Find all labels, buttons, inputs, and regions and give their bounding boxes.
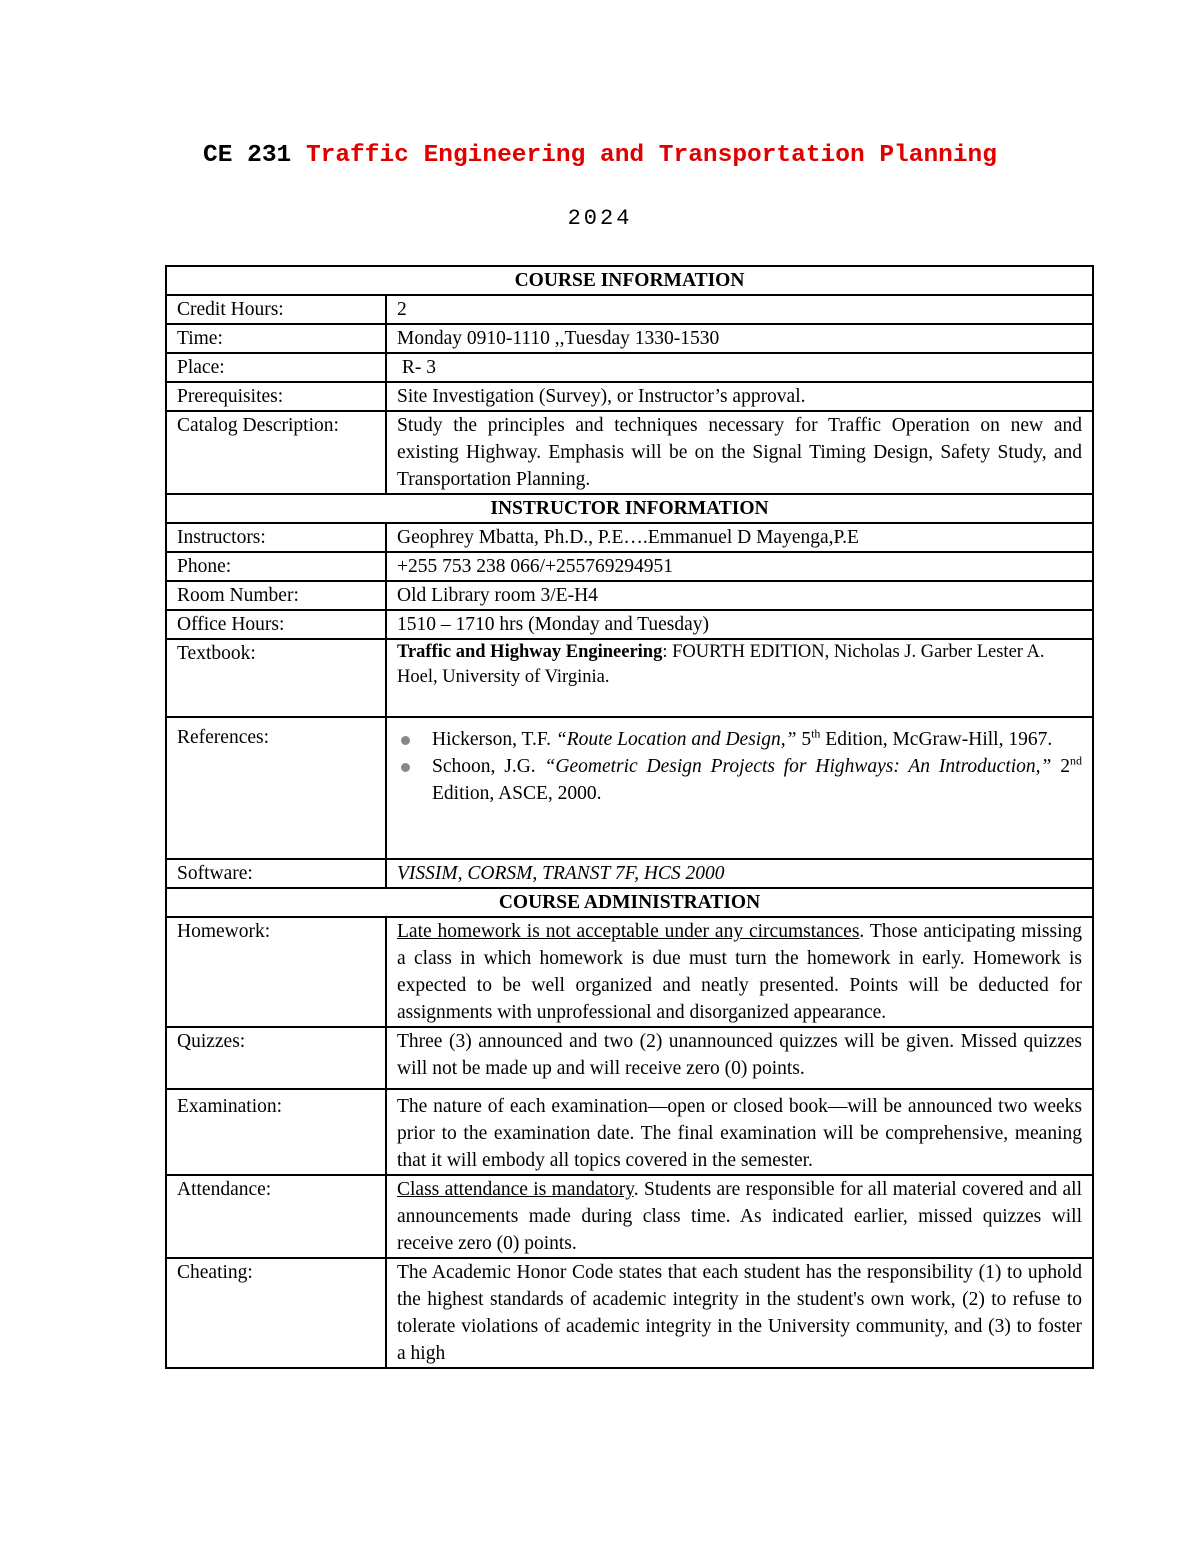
quizzes-label: Quizzes: xyxy=(166,1027,386,1089)
table-row xyxy=(166,917,1093,1027)
reference-item xyxy=(432,726,1082,753)
reference-author: Hickerson, T.F. xyxy=(432,729,556,750)
credit-hours-label: Credit Hours: xyxy=(166,295,386,324)
time-label: Time: xyxy=(166,324,386,353)
course-name: Traffic Engineering and Transportation Planning xyxy=(305,142,997,169)
document-title xyxy=(0,140,1200,172)
section-header-row xyxy=(166,266,1093,295)
table-row xyxy=(166,411,1093,494)
attendance-value xyxy=(386,1175,1093,1258)
table-row xyxy=(166,382,1093,411)
place-value: R- 3 xyxy=(386,353,1093,382)
software-value: VISSIM, CORSM, TRANST 7F, HCS 2000 xyxy=(386,859,1093,888)
reference-item xyxy=(432,753,1082,807)
table-row xyxy=(166,639,1093,717)
instructor-information-heading: INSTRUCTOR INFORMATION xyxy=(166,494,1093,523)
cheating-label: Cheating: xyxy=(166,1258,386,1368)
quizzes-value: Three (3) announced and two (2) unannounced quizzes will be given. Missed quizzes will not be made up and will receive zero (0) points. xyxy=(386,1027,1093,1089)
textbook-title: Traffic and Highway Engineering xyxy=(397,642,663,662)
textbook-label: Textbook: xyxy=(166,639,386,717)
bullet-icon xyxy=(401,763,410,772)
time-value: Monday 0910-1110 ,,Tuesday 1330-1530 xyxy=(386,324,1093,353)
homework-value xyxy=(386,917,1093,1027)
place-label: Place: xyxy=(166,353,386,382)
reference-publisher: Edition, ASCE, 2000. xyxy=(432,783,602,804)
table-row xyxy=(166,552,1093,581)
table-row xyxy=(166,523,1093,552)
reference-edition-suffix: th xyxy=(811,726,821,741)
room-number-value: Old Library room 3/E-H4 xyxy=(386,581,1093,610)
course-code: CE 231 xyxy=(203,142,292,169)
course-administration-heading: COURSE ADMINISTRATION xyxy=(166,888,1093,917)
room-number-label: Room Number: xyxy=(166,581,386,610)
table-row xyxy=(166,1027,1093,1089)
catalog-description-label: Catalog Description: xyxy=(166,411,386,494)
textbook-details: : FOURTH EDITION, Nicholas J. Garber Lester A. Hoel, University of Virginia. xyxy=(397,642,1045,687)
office-hours-value: 1510 – 1710 hrs (Monday and Tuesday) xyxy=(386,610,1093,639)
table-row xyxy=(166,610,1093,639)
bullet-icon xyxy=(401,736,410,745)
credit-hours-value: 2 xyxy=(386,295,1093,324)
syllabus-table xyxy=(165,265,1094,1369)
prerequisites-label: Prerequisites: xyxy=(166,382,386,411)
instructors-value: Geophrey Mbatta, Ph.D., P.E….Emmanuel D Mayenga,P.E xyxy=(386,523,1093,552)
catalog-description-value: Study the principles and techniques necessary for Traffic Operation on new and existing Highway. Emphasis will be on the Signal Timing Design, Safety Study, and Transportation Planning. xyxy=(386,411,1093,494)
table-row xyxy=(166,581,1093,610)
table-row xyxy=(166,324,1093,353)
homework-label: Homework: xyxy=(166,917,386,1027)
instructors-label: Instructors: xyxy=(166,523,386,552)
phone-value: +255 753 238 066/+255769294951 xyxy=(386,552,1093,581)
homework-policy-emphasis: Late homework is not acceptable under any circumstances xyxy=(397,921,860,942)
prerequisites-value: Site Investigation (Survey), or Instructor’s approval. xyxy=(386,382,1093,411)
section-header-row xyxy=(166,494,1093,523)
reference-title: “Geometric Design Projects for Highways: An Introduction,” xyxy=(544,756,1052,777)
table-row xyxy=(166,1258,1093,1368)
homework-policy-text: . Those anticipating missing a class in which homework is due must turn the homework in early. Homework is expected to be well organized and neatly presented. Points will be deducted for assignments with unprofessional and disorganized appearance. xyxy=(397,921,1082,1023)
attendance-label: Attendance: xyxy=(166,1175,386,1258)
attendance-policy-text: . Students are responsible for all material covered and all announcements made during class time. As indicated earlier, missed quizzes will receive zero (0) points. xyxy=(397,1179,1082,1254)
reference-author: Schoon, J.G. xyxy=(432,756,545,777)
reference-edition: 5 xyxy=(796,729,812,750)
examination-value: The nature of each examination—open or closed book—will be announced two weeks prior to the examination date. The final examination will be comprehensive, meaning that it will embody all topics covered in the semester. xyxy=(386,1089,1093,1175)
references-label: References: xyxy=(166,717,386,859)
table-row xyxy=(166,1089,1093,1175)
table-row xyxy=(166,1175,1093,1258)
course-year: 2024 xyxy=(567,206,633,231)
examination-label: Examination: xyxy=(166,1089,386,1175)
reference-edition: 2 xyxy=(1051,756,1071,777)
software-label: Software: xyxy=(166,859,386,888)
references-value xyxy=(386,717,1093,859)
cheating-value: The Academic Honor Code states that each student has the responsibility (1) to uphold the highest standards of academic integrity in the student's own work, (2) to refuse to tolerate violations of academic integrity in the University community, and (3) to foster a high xyxy=(386,1258,1093,1368)
reference-publisher: Edition, McGraw-Hill, 1967. xyxy=(820,729,1053,750)
phone-label: Phone: xyxy=(166,552,386,581)
section-header-row xyxy=(166,888,1093,917)
table-row xyxy=(166,859,1093,888)
reference-title: “Route Location and Design,” xyxy=(555,729,797,750)
table-row xyxy=(166,717,1093,859)
attendance-policy-emphasis: Class attendance is mandatory xyxy=(397,1179,634,1200)
office-hours-label: Office Hours: xyxy=(166,610,386,639)
reference-edition-suffix: nd xyxy=(1070,753,1083,768)
textbook-value xyxy=(386,639,1093,717)
table-row xyxy=(166,295,1093,324)
table-row xyxy=(166,353,1093,382)
references-list xyxy=(397,726,1082,807)
course-information-heading: COURSE INFORMATION xyxy=(166,266,1093,295)
